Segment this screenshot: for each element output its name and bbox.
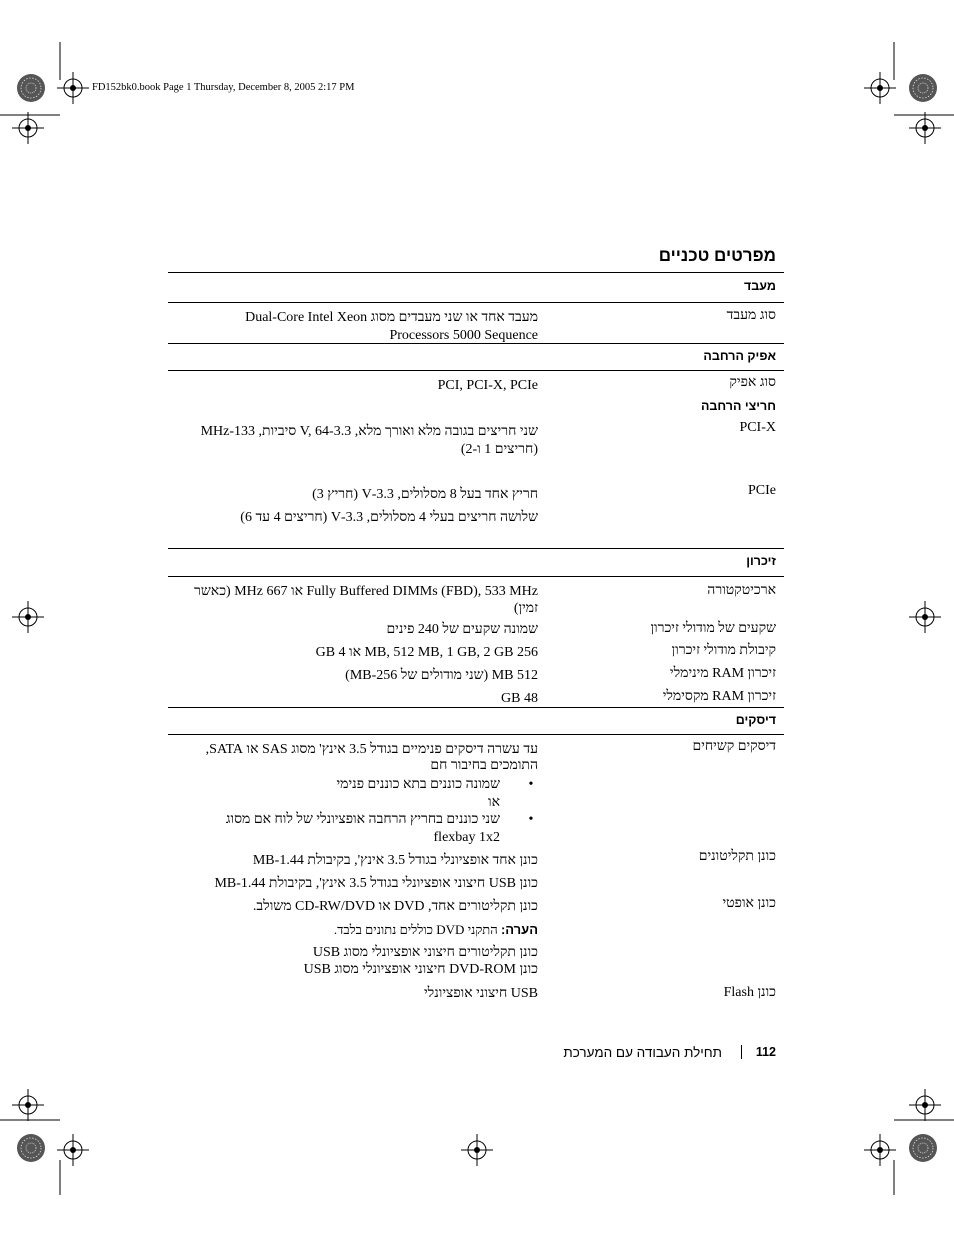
processor-type-label: סוג מעבד (726, 308, 776, 323)
flash-drive-value: USB חיצוני אופציונלי (423, 986, 538, 1001)
bullet-2-line-2: flexbay 1x2 (433, 830, 500, 845)
list-item (168, 776, 538, 812)
bullet-1-line-2: או (488, 795, 500, 810)
floppy-drive-label: כונן תקליטונים (698, 849, 776, 864)
section-heading-memory: זיכרון (746, 554, 776, 568)
bus-type-label: סוג אפיק (729, 375, 776, 390)
divider (168, 734, 784, 735)
bus-type-value: PCI, PCI-X, PCIe (437, 378, 538, 393)
optical-drive-value-3: כונן תקליטורים חיצוני אופציונלי מסוג USB (312, 945, 538, 960)
processor-type-value-2: Processors 5000 Sequence (389, 328, 538, 343)
divider (168, 302, 784, 303)
bullet-icon: • (528, 812, 534, 827)
optical-drive-value-4: כונן DVD-ROM חיצוני אופציונלי מסוג USB (303, 962, 538, 977)
bullet-2-line-1: שני כוננים בחריץ הרחבה אופציונלי של לוח אם מסוג (225, 812, 500, 827)
file-header: FD152bk0.book Page 1 Thursday, December 8, 2005 2:17 PM (92, 82, 355, 93)
footer-separator (741, 1045, 742, 1059)
memory-sockets-label: שקעים של מודולי זיכרון (650, 621, 776, 636)
expansion-slots-heading: חריצי הרחבה (700, 399, 776, 413)
memory-architecture-value-2: זמין) (513, 601, 538, 616)
divider (168, 576, 784, 577)
divider (168, 548, 784, 549)
section-heading-drives: דיסקים (735, 713, 776, 727)
bullet-1-line-1: שמונה כוננים בתא כוננים פנימי (336, 777, 500, 792)
memory-min-value: 512 MB (שני מודולים של 256-MB) (345, 668, 538, 683)
memory-capacity-label: קיבולת מודולי זיכרון (671, 643, 776, 658)
hard-drives-value-2: התומכים בחיבור חם (430, 758, 538, 773)
divider (168, 370, 784, 371)
optical-drive-note (168, 921, 538, 939)
hard-drives-label: דיסקים קשיחים (692, 739, 776, 754)
floppy-drive-value-1: כונן אחד אופציונלי בגודל 3.5 אינץ', בקיבולת 1.44-MB (252, 853, 538, 868)
note-label: הערה: (500, 922, 538, 937)
memory-architecture-value-1: Fully Buffered DIMMs (FBD), 533 MHz או 667 MHz (כאשר (194, 584, 538, 599)
pcie-value-1: חריץ אחד בעל 8 מסלולים, 3.3-V (חריץ 3) (312, 487, 538, 502)
divider (168, 343, 784, 344)
processor-type-value-1: מעבד אחד או שני מעבדים מסוג Dual-Core Intel Xeon (245, 310, 538, 325)
pcix-label: PCI-X (739, 420, 776, 435)
memory-min-label: זיכרון RAM מינימלי (669, 666, 776, 681)
optical-drive-value-1: כונן תקליטורים אחד, DVD או CD-RW/DVD משולב. (252, 899, 538, 914)
hard-drives-value-1: עד עשרה דיסקים פנימיים בגודל 3.5 אינץ' מסוג SAS או SATA, (205, 742, 538, 757)
memory-capacity-value: 256 MB, 512 MB, 1 GB, 2 GB או 4 GB (315, 645, 538, 660)
page-number: 112 (755, 1045, 776, 1059)
memory-sockets-value: שמונה שקעים של 240 פינים (386, 622, 538, 637)
section-heading-processor: מעבד (744, 279, 776, 293)
pcix-value-2: (חריצים 1 ו-2) (460, 442, 538, 457)
flash-drive-label: כונן Flash (723, 985, 776, 1000)
page-title: מפרטים טכניים (658, 246, 776, 265)
memory-max-label: זיכרון RAM מקסימלי (662, 689, 776, 704)
footer-label: תחילת העבודה עם המערכת (563, 1045, 722, 1060)
memory-max-value: 48 GB (501, 691, 538, 706)
floppy-drive-value-2: כונן USB חיצוני אופציונלי בגודל 3.5 אינץ', בקיבולת 1.44-MB (214, 876, 538, 891)
note-text: התקני DVD כוללים נתונים בלבד. (333, 922, 498, 937)
pcie-value-2: שלושה חריצים בעלי 4 מסלולים, 3.3-V (חריצים 4 עד 6) (240, 510, 538, 525)
section-heading-expansion-bus: אפיק הרחבה (703, 349, 776, 363)
pcix-value-1: שני חריצים בגובה מלא ואורך מלא, 3.3-V, 64 סיביות, 133-MHz (200, 424, 538, 439)
pcie-label: PCIe (748, 483, 776, 498)
bullet-icon: • (528, 777, 534, 792)
list-item (168, 811, 538, 847)
divider (168, 272, 784, 273)
optical-drive-label: כונן אופטי (722, 896, 776, 911)
memory-architecture-label: ארכיטקטורה (707, 583, 776, 598)
divider (168, 707, 784, 708)
